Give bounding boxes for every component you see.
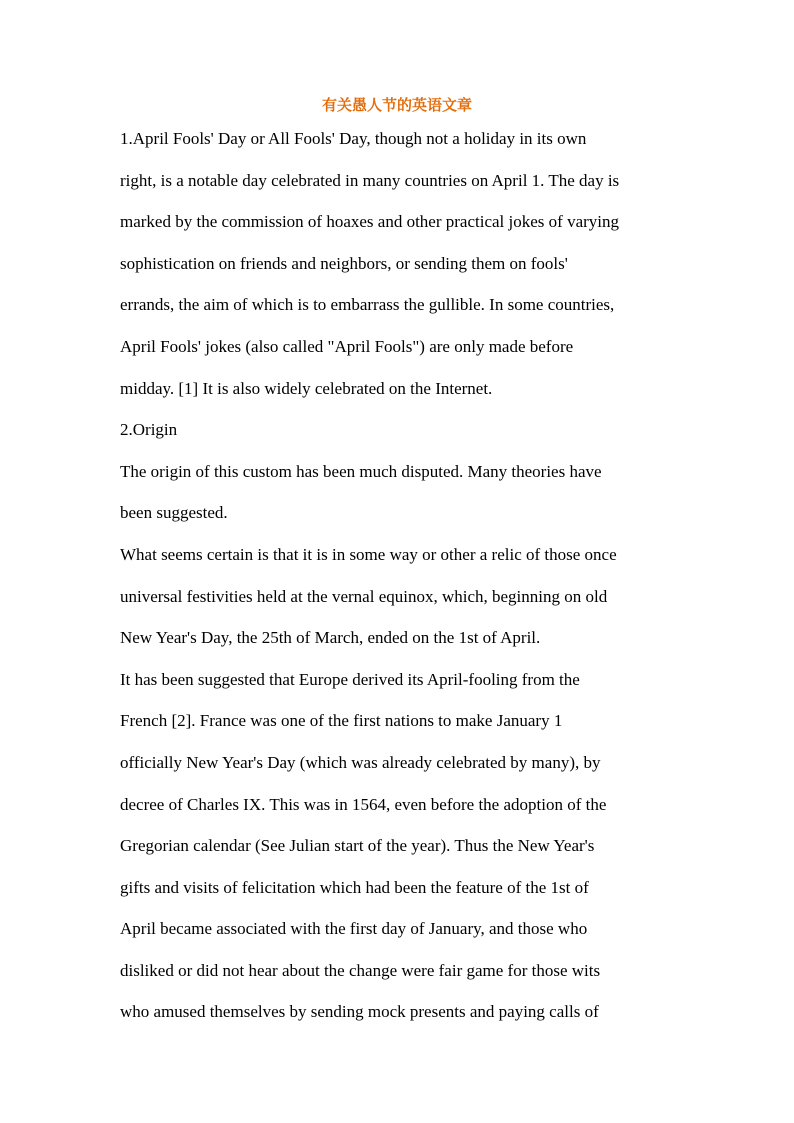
text-line: April Fools' jokes (also called "April Fools") are only made before [120, 336, 574, 356]
text-line: disliked or did not hear about the change were fair game for those wits [120, 960, 601, 980]
section-heading: 2.Origin [120, 420, 178, 440]
document-body [120, 125, 676, 1040]
text-line: 1.April Fools' Day or All Fools' Day, though not a holiday in its own [120, 129, 587, 148]
document-title: 有关愚人节的英语文章 [321, 96, 472, 114]
text-line: midday. [1] It is also widely celebrated on the Internet. [120, 378, 493, 398]
text-line: It has been suggested that Europe derived its April-fooling from the [120, 669, 580, 689]
text-line: Gregorian calendar (See Julian start of the year). Thus the New Year's [120, 836, 595, 856]
text-line: who amused themselves by sending mock presents and paying calls of [120, 1002, 599, 1022]
text-line: The origin of this custom has been much disputed. Many theories have [120, 461, 602, 481]
text-line: French [2]. France was one of the first nations to make January 1 [120, 711, 563, 731]
text-line: been suggested. [120, 503, 228, 523]
text-line: April became associated with the first day of January, and those who [120, 919, 588, 939]
text-line: right, is a notable day celebrated in many countries on April 1. The day is [120, 170, 620, 190]
text-line: universal festivities held at the vernal equinox, which, beginning on old [120, 586, 608, 606]
text-line: errands, the aim of which is to embarrass the gullible. In some countries, [120, 295, 615, 315]
text-line: sophistication on friends and neighbors, or sending them on fools' [120, 253, 568, 273]
text-line: decree of Charles IX. This was in 1564, even before the adoption of the [120, 794, 607, 814]
text-line: What seems certain is that it is in some way or other a relic of those once [120, 544, 617, 564]
text-line: marked by the commission of hoaxes and other practical jokes of varying [120, 212, 619, 232]
text-line: New Year's Day, the 25th of March, ended on the 1st of April. [120, 628, 541, 648]
text-line: officially New Year's Day (which was already celebrated by many), by [120, 752, 601, 772]
text-line: gifts and visits of felicitation which had been the feature of the 1st of [120, 877, 589, 897]
